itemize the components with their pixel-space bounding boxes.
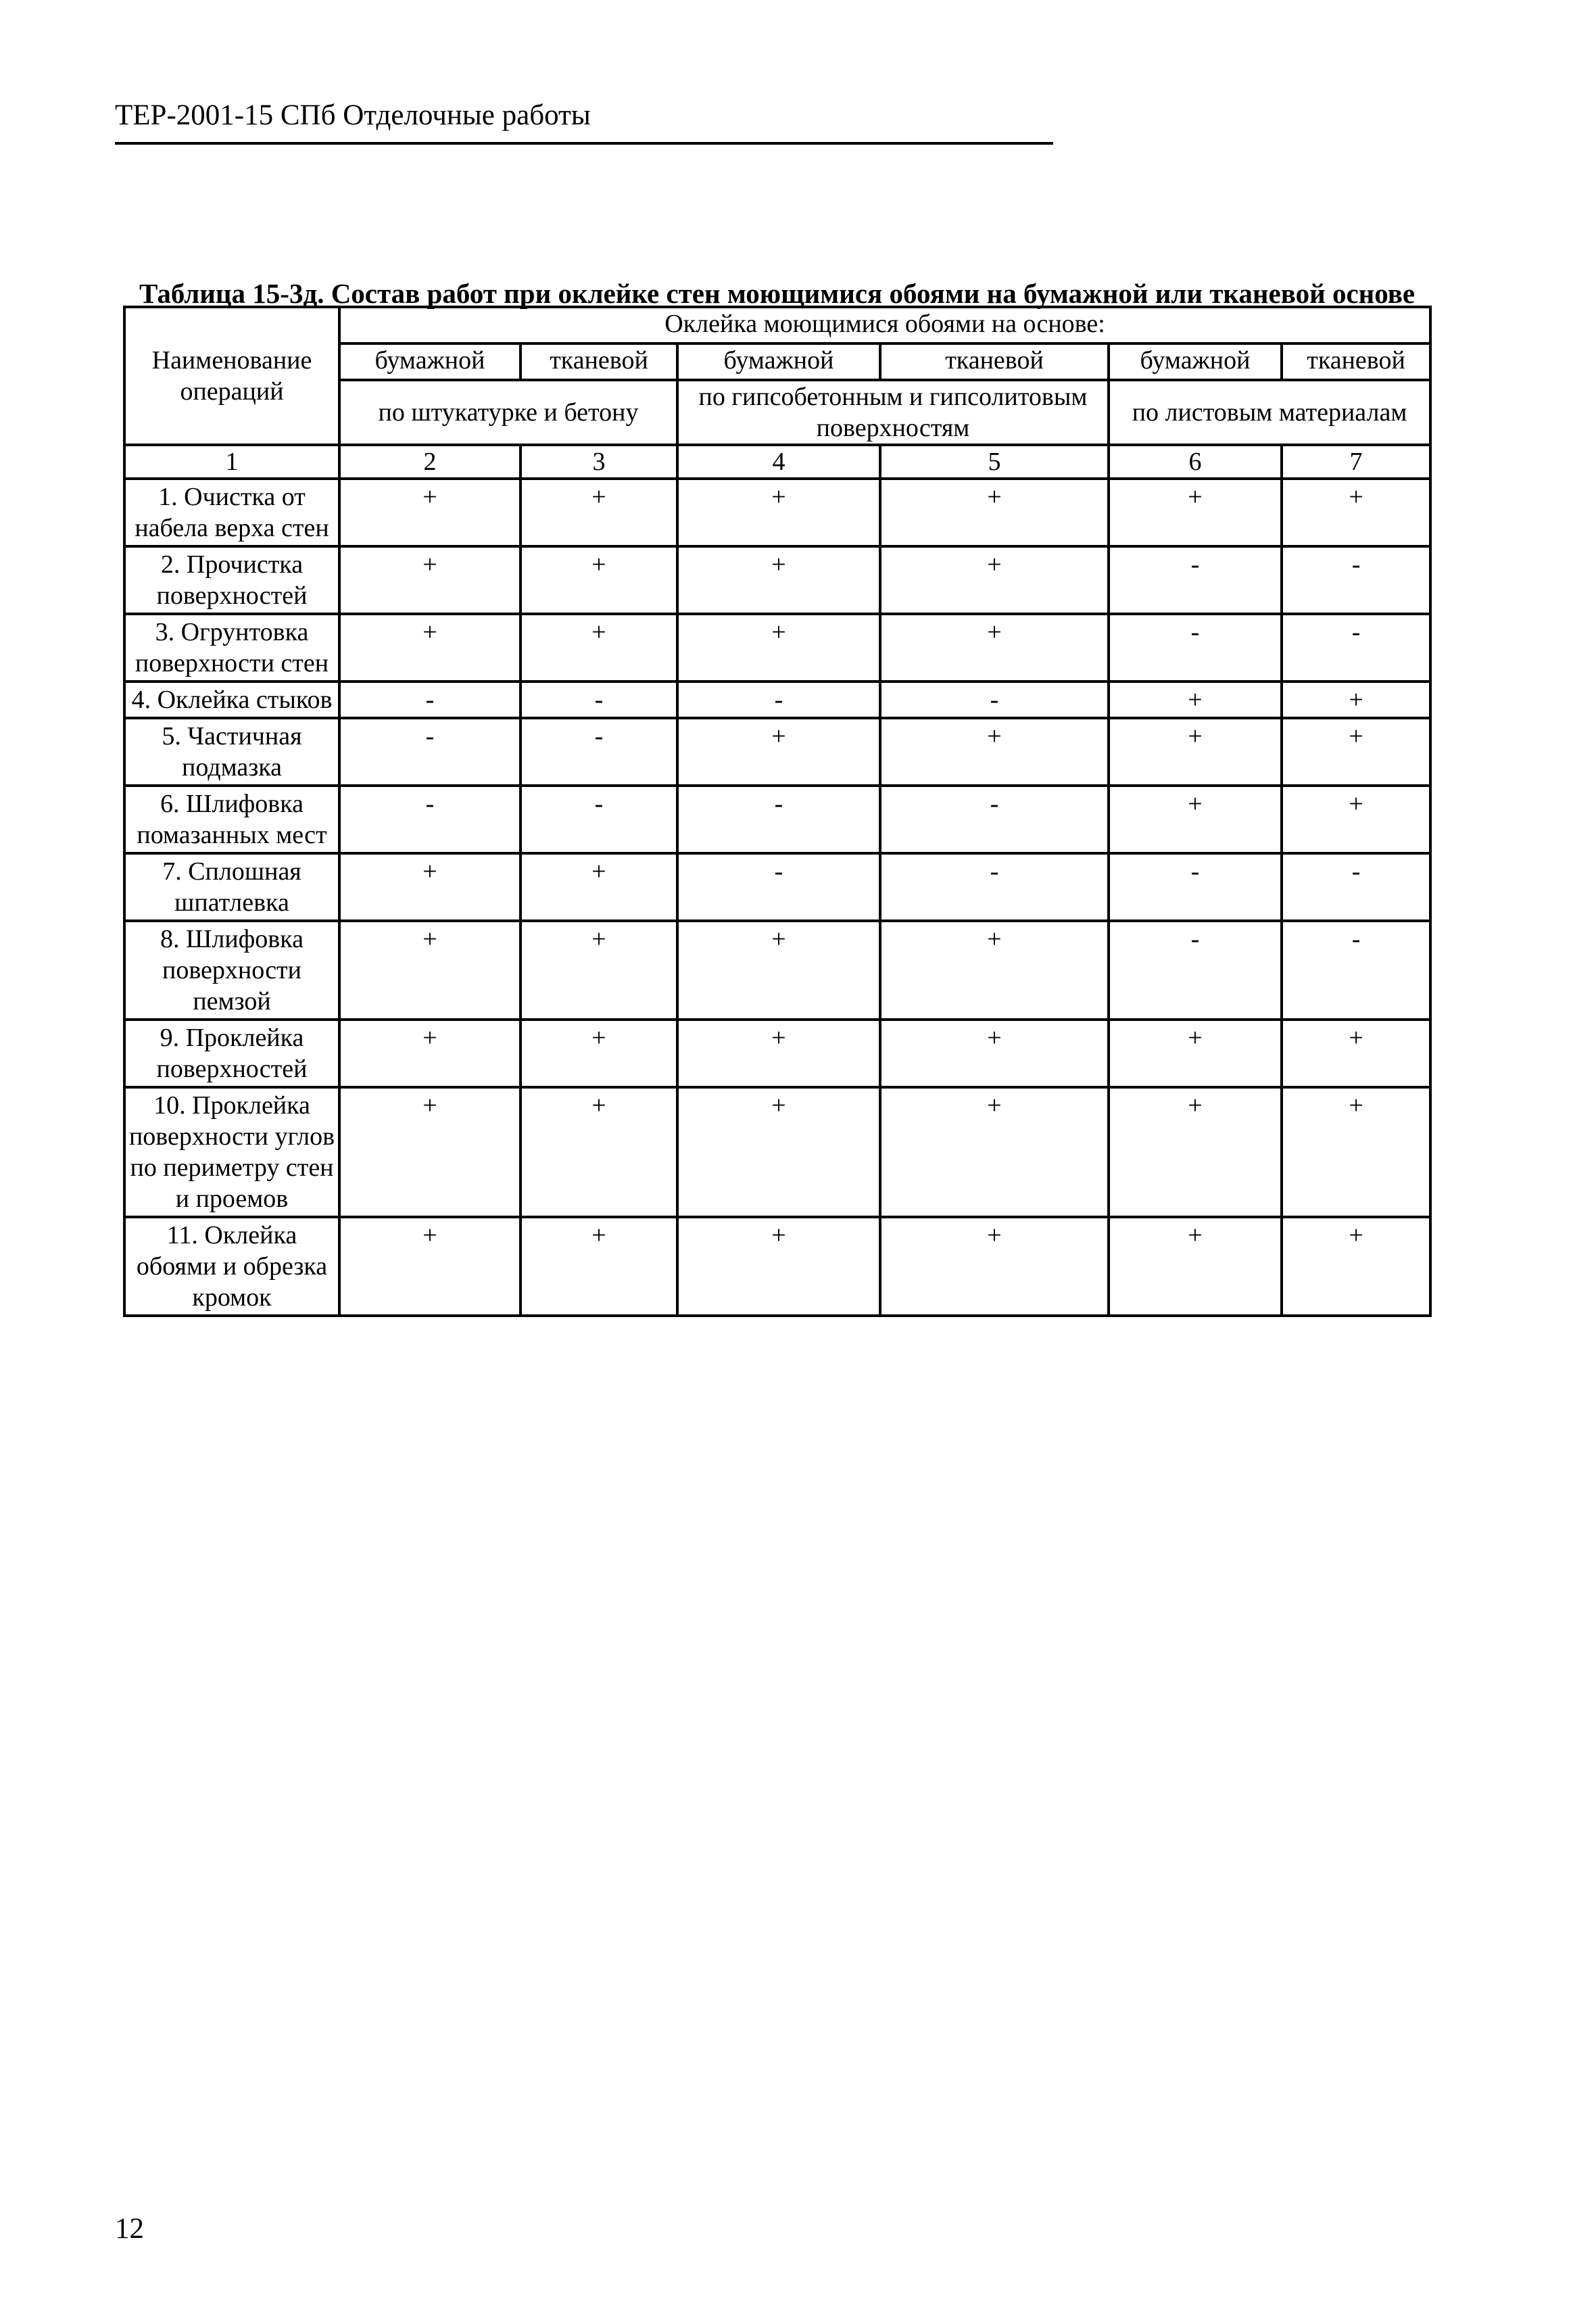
operation-mark: - (521, 682, 677, 718)
table-row (124, 682, 1430, 718)
operation-mark: - (677, 853, 880, 921)
operation-mark: + (677, 614, 880, 682)
header-base: тканевой (880, 343, 1109, 380)
operation-mark: - (880, 853, 1109, 921)
operation-mark: + (677, 546, 880, 614)
operation-name: 1. Очистка от набела верха стен (124, 479, 339, 546)
operation-mark: - (1109, 546, 1282, 614)
header-surface: по гипсобетонным и гипсолитовым поверхностям (677, 380, 1109, 445)
operation-mark: - (1282, 853, 1430, 921)
table-row (124, 546, 1430, 614)
operation-name: 6. Шлифовка помазанных мест (124, 786, 339, 853)
operation-mark: - (521, 786, 677, 853)
operation-mark: + (880, 546, 1109, 614)
operation-mark: + (880, 1087, 1109, 1217)
header-base: тканевой (1282, 343, 1430, 380)
operation-mark: + (677, 479, 880, 546)
header-operation-name: Наименование операций (124, 307, 339, 445)
operation-mark: + (677, 718, 880, 786)
header-surface: по листовым материалам (1109, 380, 1430, 445)
operation-name: 9. Проклейка поверхностей (124, 1020, 339, 1087)
column-number: 6 (1109, 445, 1282, 479)
page-number: 12 (115, 2213, 144, 2245)
operation-mark: + (1282, 786, 1430, 853)
operation-mark: + (1282, 1087, 1430, 1217)
operation-mark: + (1282, 682, 1430, 718)
operation-mark: - (339, 682, 521, 718)
operation-mark: + (677, 1020, 880, 1087)
operation-name: 5. Частичная подмазка (124, 718, 339, 786)
operation-mark: + (521, 1020, 677, 1087)
column-number: 3 (521, 445, 677, 479)
operation-mark: + (521, 479, 677, 546)
operation-mark: + (521, 853, 677, 921)
operation-mark: + (880, 614, 1109, 682)
header-base: тканевой (521, 343, 677, 380)
operation-mark: + (1109, 786, 1282, 853)
operation-mark: + (339, 546, 521, 614)
operation-mark: - (1282, 614, 1430, 682)
operation-name: 2. Прочистка поверхностей (124, 546, 339, 614)
operation-mark: + (880, 921, 1109, 1020)
operation-mark: - (677, 786, 880, 853)
column-number: 2 (339, 445, 521, 479)
operation-mark: + (677, 921, 880, 1020)
operation-mark: + (521, 921, 677, 1020)
column-number-row (124, 445, 1430, 479)
table-row (124, 921, 1430, 1020)
document-header: ТЕР-2001-15 СПб Отделочные работы (115, 99, 591, 131)
operation-name: 3. Огрунтовка поверхности стен (124, 614, 339, 682)
column-number: 4 (677, 445, 880, 479)
operation-mark: + (1109, 1087, 1282, 1217)
operation-name: 4. Оклейка стыков (124, 682, 339, 718)
header-group: Оклейка моющимися обоями на основе: (339, 307, 1430, 343)
operation-mark: - (521, 718, 677, 786)
operation-mark: + (1109, 682, 1282, 718)
operation-mark: + (677, 1217, 880, 1316)
table-row (124, 614, 1430, 682)
operation-mark: - (339, 786, 521, 853)
operation-mark: - (1282, 546, 1430, 614)
operation-mark: + (677, 1087, 880, 1217)
operation-mark: + (1282, 718, 1430, 786)
operation-mark: + (1282, 479, 1430, 546)
column-number: 5 (880, 445, 1109, 479)
operations-table-body (124, 479, 1430, 1316)
operation-mark: + (880, 1020, 1109, 1087)
operation-mark: + (521, 546, 677, 614)
operation-mark: + (880, 479, 1109, 546)
column-number: 1 (124, 445, 339, 479)
operation-mark: + (1109, 479, 1282, 546)
operation-name: 11. Оклейка обоями и обрезка кромок (124, 1217, 339, 1316)
header-surface: по штукатурке и бетону (339, 380, 677, 445)
operations-table (123, 306, 1432, 1317)
operation-mark: - (1109, 921, 1282, 1020)
operation-mark: + (1109, 1020, 1282, 1087)
operation-mark: + (339, 1087, 521, 1217)
operation-name: 10. Проклейка поверхности углов по периметру стен и проемов (124, 1087, 339, 1217)
header-divider (115, 142, 1053, 145)
table-row (124, 1217, 1430, 1316)
operation-mark: + (339, 479, 521, 546)
operation-mark: + (339, 853, 521, 921)
operation-mark: + (521, 614, 677, 682)
operation-mark: - (880, 682, 1109, 718)
operation-mark: + (339, 1217, 521, 1316)
table-row (124, 479, 1430, 546)
header-base: бумажной (339, 343, 521, 380)
operation-mark: - (1109, 614, 1282, 682)
table-row (124, 1020, 1430, 1087)
table-caption: Таблица 15-3д. Состав работ при оклейке стен моющимися обоями на бумажной или тканевой основе (139, 278, 1416, 309)
operation-mark: - (677, 682, 880, 718)
operation-name: 8. Шлифовка поверхности пемзой (124, 921, 339, 1020)
operation-mark: + (521, 1217, 677, 1316)
operation-mark: + (880, 718, 1109, 786)
operation-mark: + (339, 614, 521, 682)
operation-mark: + (339, 1020, 521, 1087)
table-row (124, 718, 1430, 786)
operation-mark: + (1109, 1217, 1282, 1316)
operation-mark: - (880, 786, 1109, 853)
operation-mark: + (521, 1087, 677, 1217)
operation-mark: + (339, 921, 521, 1020)
table-row (124, 786, 1430, 853)
operation-mark: - (1109, 853, 1282, 921)
operation-mark: + (1282, 1217, 1430, 1316)
operation-mark: + (1282, 1020, 1430, 1087)
operation-mark: - (1282, 921, 1430, 1020)
table-row (124, 853, 1430, 921)
column-number: 7 (1282, 445, 1430, 479)
operation-name: 7. Сплошная шпатлевка (124, 853, 339, 921)
table-row (124, 1087, 1430, 1217)
operation-mark: - (339, 718, 521, 786)
operation-mark: + (880, 1217, 1109, 1316)
header-base: бумажной (677, 343, 880, 380)
header-base: бумажной (1109, 343, 1282, 380)
operation-mark: + (1109, 718, 1282, 786)
